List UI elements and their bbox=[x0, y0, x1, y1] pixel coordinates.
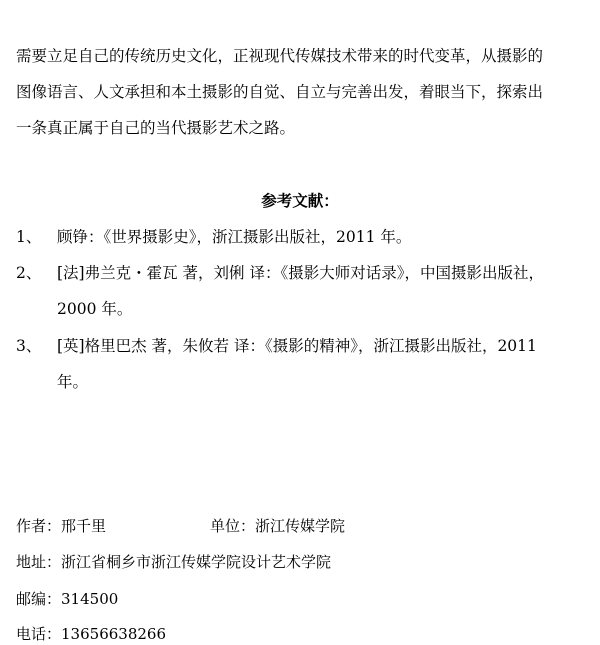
address-label: 地址： bbox=[16, 553, 62, 571]
address-value: 浙江省桐乡市浙江传媒学院设计艺术学院 bbox=[61, 553, 332, 571]
author-line bbox=[16, 516, 106, 536]
author-value: 邢千里 bbox=[61, 517, 107, 535]
postcode-line bbox=[16, 589, 118, 609]
author-label: 作者： bbox=[16, 517, 62, 535]
body-text-line-2: 图像语言、人文承担和本土摄影的自觉、自立与完善出发，着眼当下，探索出 bbox=[16, 83, 544, 101]
reference-text-3-line-2: 年。 bbox=[57, 373, 89, 391]
reference-text-3-line-1: [英]格里巴杰 著，朱攸若 译：《摄影的精神》，浙江摄影出版社，2011 bbox=[57, 337, 537, 355]
reference-number-2: 2、 bbox=[16, 264, 42, 282]
unit-line bbox=[210, 516, 345, 536]
unit-label: 单位： bbox=[210, 517, 256, 535]
phone-value: 13656638266 bbox=[61, 625, 166, 643]
postcode-value: 314500 bbox=[61, 590, 119, 608]
phone-line bbox=[16, 624, 166, 644]
phone-label: 电话： bbox=[16, 625, 62, 643]
reference-text-2-line-1: [法]弗兰克・霍瓦 著，刘俐 译：《摄影大师对话录》，中国摄影出版社， bbox=[57, 264, 544, 282]
body-text-line-3: 一条真正属于自己的当代摄影艺术之路。 bbox=[16, 119, 296, 137]
reference-text-2-line-2: 2000 年。 bbox=[57, 300, 133, 318]
postcode-label: 邮编： bbox=[16, 590, 62, 608]
reference-text-1: 顾铮：《世界摄影史》，浙江摄影出版社，2011 年。 bbox=[57, 228, 412, 246]
address-line bbox=[16, 552, 331, 572]
reference-number-3: 3、 bbox=[16, 337, 42, 355]
unit-value: 浙江传媒学院 bbox=[255, 517, 346, 535]
body-text-line-1: 需要立足自己的传统历史文化，正视现代传媒技术带来的时代变革，从摄影的 bbox=[16, 47, 544, 65]
reference-number-1: 1、 bbox=[16, 228, 42, 246]
references-heading: 参考文献： bbox=[261, 191, 339, 210]
